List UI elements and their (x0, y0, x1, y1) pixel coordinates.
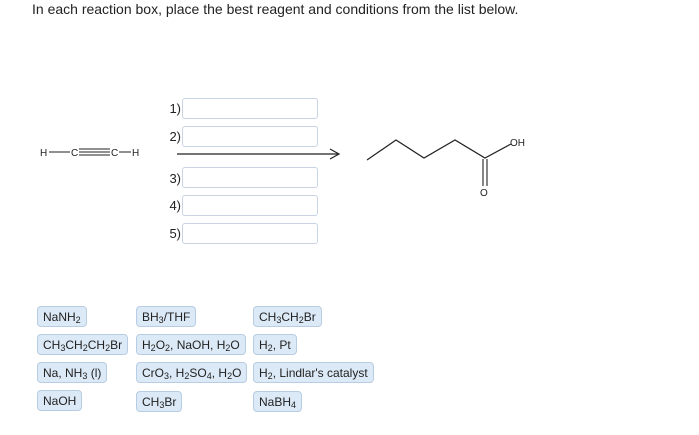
reagent-subscript: 4 (206, 371, 212, 381)
reagent-subscript: 3 (164, 371, 170, 381)
reagent-chip[interactable] (37, 306, 87, 327)
step-4-label: 4) (169, 198, 181, 213)
reagent-text: Br (110, 338, 123, 352)
reagent-text: , H (211, 366, 228, 380)
reagent-subscript: 4 (291, 400, 297, 410)
reagent-subscript: 3 (276, 315, 282, 325)
reagent-text: Na, NH (43, 366, 83, 380)
step-2-label: 2) (169, 129, 181, 144)
reagent-chip[interactable] (253, 362, 374, 383)
step-5-drop-box[interactable] (182, 223, 318, 244)
reagent-text: H (142, 338, 151, 352)
reagent-text: O (155, 338, 166, 352)
reagent-chip[interactable] (136, 391, 182, 412)
reagent-subscript: 3 (159, 400, 165, 410)
reagent-text: Br (164, 395, 177, 409)
reagent-subscript: 3 (60, 343, 66, 353)
step-1-label: 1) (169, 101, 181, 116)
step-1-drop-box[interactable] (182, 98, 318, 119)
reagent-subscript: 2 (165, 343, 171, 353)
reagent-chip[interactable] (253, 306, 322, 327)
reagent-subscript: 2 (298, 315, 304, 325)
reagent-chip[interactable] (37, 362, 107, 383)
reagent-subscript: 2 (267, 371, 273, 381)
reagent-text: CH (142, 395, 160, 409)
reagent-chip[interactable] (253, 334, 297, 355)
reagent-text: NaBH (259, 395, 292, 409)
reagent-text: H (259, 338, 268, 352)
product-carbonyl-o: O (480, 188, 488, 199)
reagent-text: , Pt (272, 338, 291, 352)
reagent-chip[interactable] (37, 334, 128, 355)
reagent-text: CH (87, 338, 106, 352)
reactant-c1: C (71, 148, 79, 159)
reagent-text: Br (303, 310, 316, 324)
reagent-subscript: 2 (267, 343, 273, 353)
reagent-subscript: 2 (227, 371, 233, 381)
reagent-text: /THF (163, 310, 191, 324)
reagent-chip[interactable] (136, 362, 247, 383)
reagent-text: CH (259, 310, 277, 324)
step-2-drop-box[interactable] (182, 126, 318, 147)
reagent-subscript: 2 (150, 343, 156, 353)
reagent-text: NaOH (43, 394, 77, 408)
reagent-subscript: 2 (184, 371, 190, 381)
reagent-text: NaNH (43, 310, 76, 324)
step-3-drop-box[interactable] (182, 167, 318, 188)
reagent-chip[interactable] (37, 390, 82, 411)
instruction-text: In each reaction box, place the best reagent and conditions from the list below. (32, 1, 519, 17)
step-5-label: 5) (169, 226, 181, 241)
product-oh: OH (510, 138, 525, 149)
reagent-chip[interactable] (136, 334, 246, 355)
reagent-text: , Lindlar's catalyst (272, 366, 368, 380)
reagent-text: , H (169, 366, 185, 380)
reagent-text: O (230, 338, 240, 352)
reactant-c2: C (111, 148, 119, 159)
reagent-text: H (259, 366, 268, 380)
reactant-h-left: H (40, 148, 48, 159)
reagent-chip[interactable] (136, 306, 196, 327)
step-3-label: 3) (169, 171, 181, 186)
reagent-subscript: 2 (82, 343, 88, 353)
reagent-subscript: 2 (225, 343, 231, 353)
reagent-text: CH (65, 338, 83, 352)
reagent-text: BH (142, 310, 159, 324)
reagent-subscript: 3 (158, 315, 164, 325)
reagent-text: CrO (142, 366, 164, 380)
reagent-text: O (232, 366, 242, 380)
reagent-text: (l) (87, 366, 102, 380)
reagent-chip[interactable] (253, 391, 302, 412)
reagent-subscript: 2 (75, 315, 81, 325)
reagent-subscript: 3 (82, 371, 88, 381)
reagent-text: CH (43, 338, 61, 352)
reagent-text: SO (189, 366, 207, 380)
step-4-drop-box[interactable] (182, 195, 318, 216)
reagent-text: , NaOH, H (170, 338, 226, 352)
product-skeleton (367, 140, 511, 160)
reagent-subscript: 2 (105, 343, 111, 353)
reagent-text: CH (281, 310, 299, 324)
reactant-h-right: H (132, 148, 140, 159)
